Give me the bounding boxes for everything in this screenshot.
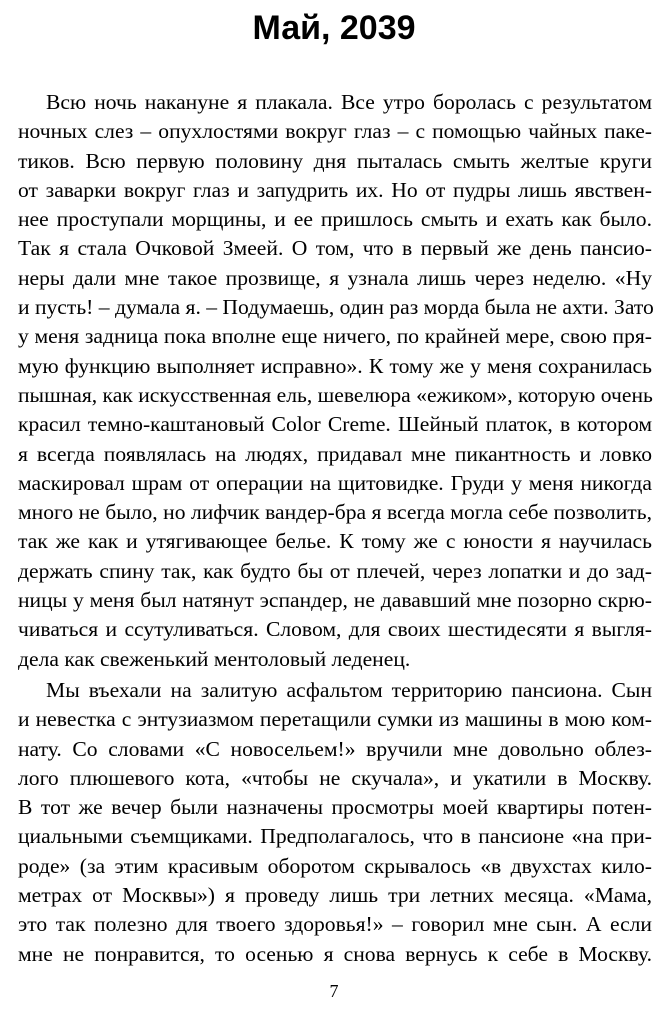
text-line: Мы въехали на залитую асфальтом территорию пансиона. Сын	[46, 678, 652, 702]
paragraph-1	[18, 88, 652, 674]
text-line: нату. Со словами «С новосельем!» вручили мне довольно облез-	[18, 736, 652, 761]
text-line: метрах от Москвы») я проведу лишь три летних месяца. «Мама,	[18, 883, 652, 908]
chapter-title: Май, 2039	[252, 9, 416, 47]
text-line: мне не понравится, то осенью я снова вернусь к себе в Москву.	[18, 941, 652, 966]
text-line: много не было, но лифчик вандер-бра я всегда могла себе позволить,	[18, 500, 652, 525]
text-line: ницы у меня был натянут эспандер, не дававший мне позорно скрю-	[18, 588, 652, 613]
text-line: и пусть! – думала я. – Подумаешь, один раз морда была не ахти. Зато	[18, 295, 654, 320]
text-line: нее проступали морщины, и ее пришлось смыть и ехать как было.	[18, 207, 652, 232]
text-line: дела как свеженький ментоловый леденец.	[18, 646, 411, 671]
text-line: чиваться и ссутуливаться. Словом, для своих шестидесяти я выгля-	[18, 617, 652, 642]
text-line: красил темно-каштановый Color Creme. Шейный платок, в котором	[18, 412, 652, 437]
text-line: это так полезно для твоего здоровья!» – говорил мне сын. А если	[18, 912, 652, 937]
text-line: ночных слез – опухлостями вокруг глаз – с помощью чайных паке-	[18, 119, 652, 144]
text-line: Так я стала Очковой Змеей. О том, что в первый же день пансио-	[18, 236, 652, 261]
text-line: роде» (за этим красивым оборотом скрывалось «в двухстах кило-	[18, 853, 652, 878]
text-line: держать спину так, как будто бы от плечей, через лопатки и до зад-	[18, 558, 652, 583]
text-line: пышная, как искусственная ель, шевелюра «ежиком», которую очень	[18, 382, 653, 407]
text-line: мую функцию выполняет исправно». К тому же у меня сохранилась	[18, 353, 652, 378]
text-line: Всю ночь накануне я плакала. Все утро боролась с результатом	[46, 90, 652, 114]
text-line: я всегда появлялась на людях, придавал мне пикантность и ловко	[18, 441, 652, 466]
text-line: маскировал шрам от операции на щитовидке. Груди у меня никогда	[18, 470, 652, 495]
text-line: от заварки вокруг глаз и запудрить их. Но от пудры лишь явствен-	[18, 177, 652, 202]
text-line: так же как и утягивающее белье. К тому же с юности я научилась	[18, 529, 652, 554]
text-line: тиков. Всю первую половину дня пыталась смыть желтые круги	[18, 148, 652, 173]
text-line: и невестка с энтузиазмом перетащили сумки из машины в мою ком-	[18, 707, 652, 732]
text-line: неры дали мне такое прозвище, я узнала лишь через неделю. «Ну	[18, 265, 652, 290]
text-line: у меня задница пока вполне еще ничего, по крайней мере, свою пря-	[18, 324, 652, 349]
text-line: В тот же вечер были назначены просмотры моей квартиры потен-	[18, 795, 652, 820]
paragraph-2	[18, 676, 652, 969]
text-line: лого плюшевого кота, «чтобы не скучала», и укатили в Москву.	[18, 765, 652, 790]
text-line: циальными съемщиками. Предполагалось, что в пансионе «на при-	[18, 824, 652, 849]
page-number: 7	[329, 981, 339, 1001]
